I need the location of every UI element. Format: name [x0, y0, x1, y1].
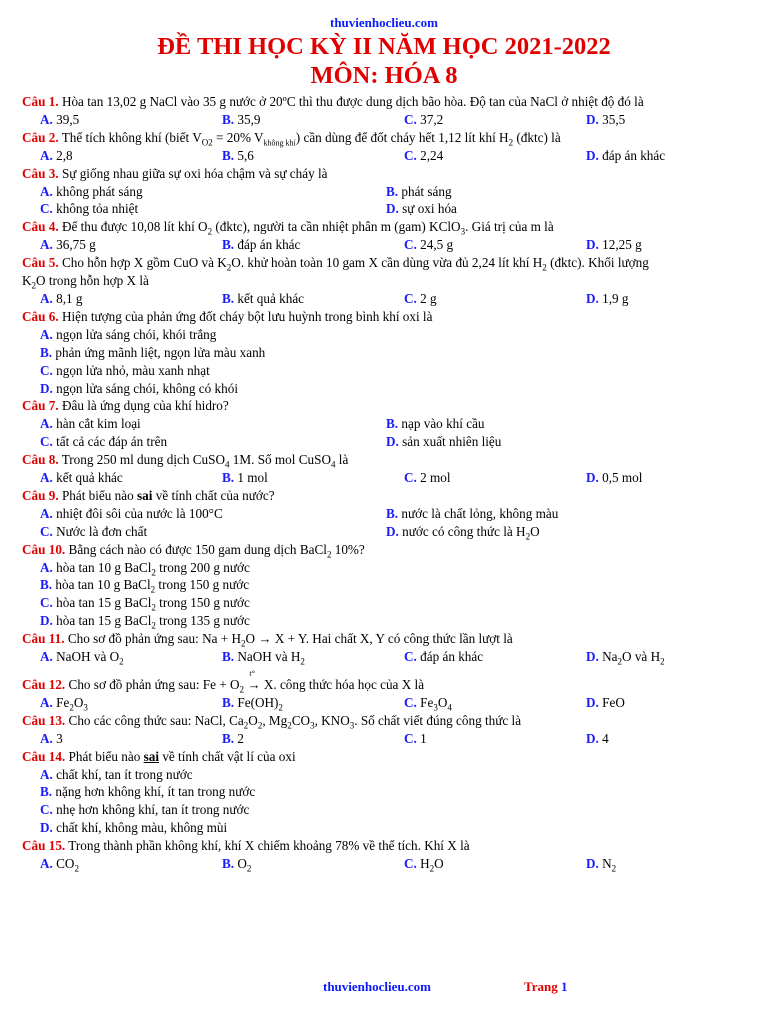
- reaction-arrow: t° →: [247, 669, 261, 692]
- option-15b[interactable]: B. $O_2$: [222, 856, 252, 874]
- options-2: [22, 147, 746, 165]
- option-13c[interactable]: C. 1: [404, 730, 427, 746]
- options-3a: [22, 183, 746, 201]
- options-9b: [22, 523, 746, 541]
- question-5: Câu 5. Cho hỗn hợp X gồm CuO và $K_2O$. khử hoàn toàn 10 gam X cần dùng vừa đủ 2,24 lít khí $H_2$ (đktc). Khối lượng: [22, 255, 649, 273]
- question-11: Câu 11. Cho sơ đồ phản ứng sau: $Na + H_2O \to X + Y$. Hai chất X, Y có công thức lần lượt là: [22, 631, 513, 649]
- option-12a[interactable]: A. $Fe_2O_3$: [40, 694, 88, 713]
- option-2c[interactable]: C. 2,24: [404, 147, 444, 163]
- option-4d[interactable]: D. 12,25 g: [586, 237, 642, 253]
- page-indicator: Trang 1: [524, 979, 568, 994]
- options-7b: [22, 433, 746, 451]
- option-12c[interactable]: C. $Fe_3O_4$: [404, 694, 452, 713]
- option-9b[interactable]: B. nước là chất lỏng, không màu: [386, 505, 559, 521]
- options-3b: [22, 200, 746, 218]
- option-1b[interactable]: B. 35,9: [222, 111, 261, 127]
- option-15d[interactable]: D. $N_2$: [586, 856, 617, 874]
- question-12: Câu 12. Cho sơ đồ phản ứng sau: $Fe + O_2$ t° → X. công thức hóa học của X là: [22, 669, 425, 695]
- option-15a[interactable]: A. $CO_2$: [40, 856, 79, 874]
- option-2b[interactable]: B. 5,6: [222, 147, 254, 163]
- options-11: [22, 648, 746, 666]
- footer-site[interactable]: thuvienhoclieu.com: [323, 979, 431, 994]
- question-8: Câu 8. Trong 250 ml dung dịch CuSO$_4$ 1M. Số mol CuSO$_4$ là: [22, 452, 349, 470]
- options-5: [22, 290, 746, 308]
- options-12: [22, 694, 746, 712]
- options-8: [22, 469, 746, 487]
- question-4: Câu 4. Để thu được 10,08 lít khí $O_2$ (đktc), người ta cần nhiệt phân m (gam) KClO$_3$. Giá trị của m là: [22, 219, 554, 237]
- option-7c[interactable]: C. tất cả các đáp án trên: [40, 434, 168, 450]
- option-14b[interactable]: B. nặng hơn không khí, ít tan trong nước: [40, 784, 256, 800]
- option-14d[interactable]: D. chất khí, không màu, không mùi: [40, 820, 228, 836]
- options-9a: [22, 505, 746, 523]
- option-11d[interactable]: D. $Na_2O$ và $H_2$: [586, 649, 665, 667]
- option-5c[interactable]: C. 2 g: [404, 290, 437, 306]
- option-5d[interactable]: D. 1,9 g: [586, 290, 629, 306]
- option-1c[interactable]: C. 37,2: [404, 111, 444, 127]
- question-3: Câu 3. Sự giống nhau giữa sự oxi hóa chậm và sự cháy là: [22, 165, 328, 181]
- question-9: Câu 9. Phát biểu nào sai về tính chất của nước?: [22, 487, 275, 503]
- question-1: Câu 1. Hòa tan 13,02 g NaCl vào 35 g nước ở 20ºC thì thu được dung dịch bão hòa. Độ tan của NaCl ở nhiệt độ đó là: [22, 94, 644, 109]
- option-7a[interactable]: A. hàn cắt kim loại: [40, 416, 141, 432]
- option-3d[interactable]: D. sự oxi hóa: [386, 201, 457, 217]
- option-10a[interactable]: A. hòa tan 10 g BaCl$_2$ trong 200 g nước: [40, 559, 250, 578]
- option-10d[interactable]: D. hòa tan 15 g BaCl$_2$ trong 135 g nước: [40, 613, 250, 631]
- options-1: [22, 111, 746, 129]
- option-7d[interactable]: D. sản xuất nhiên liệu: [386, 434, 502, 450]
- option-12b[interactable]: B. $Fe(OH)_2$: [222, 694, 283, 713]
- option-13b[interactable]: B. 2: [222, 730, 244, 746]
- option-7b[interactable]: B. nạp vào khí cầu: [386, 416, 485, 432]
- options-13: [22, 730, 746, 748]
- option-6d[interactable]: D. ngọn lửa sáng chói, không có khói: [40, 380, 238, 396]
- option-8c[interactable]: C. 2 mol: [404, 470, 451, 486]
- question-15: Câu 15. Trong thành phần không khí, khí X chiếm khoảng 78% về thể tích. Khí X là: [22, 838, 470, 854]
- option-6c[interactable]: C. ngọn lửa nhỏ, màu xanh nhạt: [40, 362, 210, 378]
- option-10b[interactable]: B. hòa tan 10 g BaCl$_2$ trong 150 g nước: [40, 577, 250, 596]
- option-4a[interactable]: A. 36,75 g: [40, 237, 96, 253]
- question-14: Câu 14. Phát biểu nào sai về tính chất vật lí của oxi: [22, 748, 296, 764]
- option-11c[interactable]: C. đáp án khác: [404, 649, 484, 665]
- options-15: [22, 855, 746, 873]
- option-6a[interactable]: A. ngọn lửa sáng chói, khói trắng: [40, 326, 217, 342]
- option-14c[interactable]: C. nhẹ hơn không khí, tan ít trong nước: [40, 802, 250, 818]
- option-9a[interactable]: A. nhiệt đôi sôi của nước là 100°C: [40, 505, 223, 521]
- option-1d[interactable]: D. 35,5: [586, 111, 626, 127]
- option-11a[interactable]: A. NaOH và $O_2$: [40, 649, 124, 667]
- question-6: Câu 6. Hiện tượng của phản ứng đốt cháy bột lưu huỳnh trong bình khí oxi là: [22, 308, 433, 324]
- option-9c[interactable]: C. Nước là đơn chất: [40, 523, 148, 539]
- option-15c[interactable]: C. $H_2O$: [404, 856, 444, 874]
- option-8a[interactable]: A. kết quả khác: [40, 470, 123, 486]
- question-10: Câu 10. Bằng cách nào có được 150 gam dung dịch BaCl$_2$ 10%?: [22, 541, 365, 560]
- options-4: [22, 236, 746, 254]
- option-11b[interactable]: B. NaOH và $H_2$: [222, 649, 305, 667]
- option-12d[interactable]: D. FeO: [586, 694, 625, 710]
- option-1a[interactable]: A. 39,5: [40, 111, 80, 127]
- question-13: Câu 13. Cho các công thức sau: NaCl, $Ca_2O_2$, $Mg_2CO_3$, $KNO_3$. Số chất viết đúng công thức là: [22, 712, 522, 731]
- header-site[interactable]: thuvienhoclieu.com: [330, 15, 438, 30]
- option-6b[interactable]: B. phản ứng mãnh liệt, ngọn lửa màu xanh: [40, 344, 266, 360]
- exam-title: ĐỀ THI HỌC KỲ II NĂM HỌC 2021-2022: [157, 33, 611, 60]
- option-4c[interactable]: C. 24,5 g: [404, 237, 454, 253]
- option-3a[interactable]: A. không phát sáng: [40, 183, 143, 199]
- option-14a[interactable]: A. chất khí, tan ít trong nước: [40, 766, 193, 782]
- option-13a[interactable]: A. 3: [40, 730, 63, 746]
- option-13d[interactable]: D. 4: [586, 730, 609, 746]
- question-5-cont: $K_2O$ trong hỗn hợp X là: [22, 273, 149, 291]
- question-2: Câu 2. Thể tích không khí (biết $V_{O2} = 20\%$ $V_{không khí}$) cần dùng để đốt cháy hết 1,12 lít khí $H_2$ (đktc) là: [22, 129, 561, 148]
- option-2d[interactable]: D. đáp án khác: [586, 147, 666, 163]
- option-8d[interactable]: D. 0,5 mol: [586, 470, 643, 486]
- option-4b[interactable]: B. đáp án khác: [222, 237, 301, 253]
- option-5a[interactable]: A. 8,1 g: [40, 290, 83, 306]
- option-2a[interactable]: A. 2,8: [40, 147, 73, 163]
- option-8b[interactable]: B. 1 mol: [222, 470, 268, 486]
- option-5b[interactable]: B. kết quả khác: [222, 290, 305, 306]
- option-10c[interactable]: C. hòa tan 15 g BaCl$_2$ trong 150 g nước: [40, 595, 250, 614]
- option-3b[interactable]: B. phát sáng: [386, 183, 452, 199]
- question-7: Câu 7. Đâu là ứng dụng của khí hidro?: [22, 398, 229, 414]
- option-3c[interactable]: C. không tỏa nhiệt: [40, 201, 139, 217]
- option-9d[interactable]: D. nước có công thức là $H_2O$: [386, 523, 540, 542]
- options-7a: [22, 415, 746, 433]
- exam-subject: MÔN: HÓA 8: [310, 62, 458, 89]
